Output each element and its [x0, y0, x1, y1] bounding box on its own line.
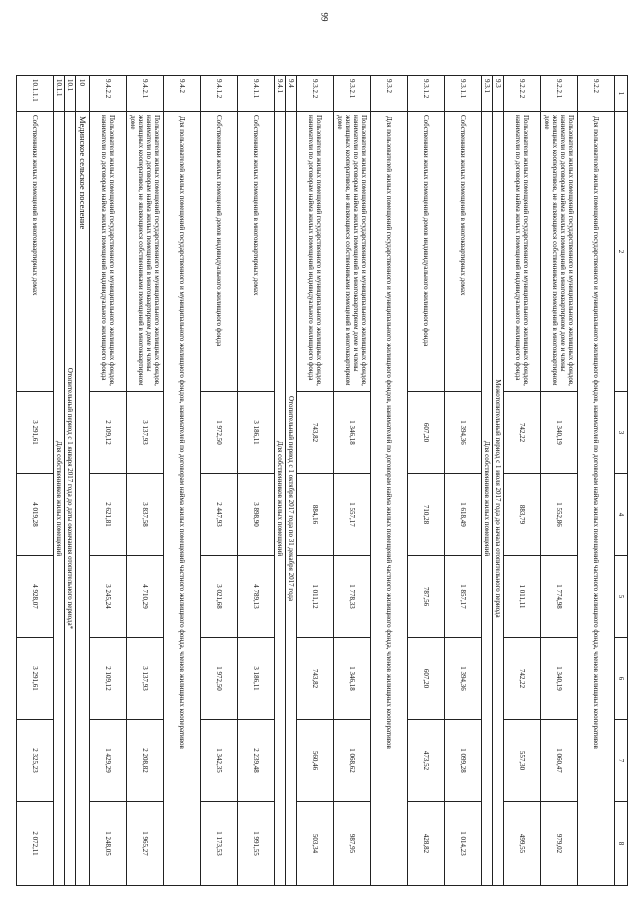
tariff-value: 1 346,18: [333, 392, 370, 474]
row-code: 10.1.1.1: [16, 76, 53, 112]
row-code: 9.3.1: [481, 76, 492, 112]
tariff-value: 2 208,82: [126, 720, 163, 802]
tariff-value: 1 340,19: [541, 392, 578, 474]
row-description: Собственники жилых помещений в многоквартирных домах: [444, 112, 481, 392]
tariff-value: 2 447,93: [200, 474, 237, 556]
row-code: 9.3.1.1: [444, 76, 481, 112]
row-code: 9.3.2.1: [333, 76, 370, 112]
group-header-row: [163, 76, 200, 886]
row-code: 9.3.2.2: [296, 76, 333, 112]
section-row: [274, 76, 285, 886]
tariff-value: 883,79: [504, 474, 541, 556]
col-header: 3: [615, 392, 628, 474]
table-row: [407, 76, 444, 886]
tariff-value: 607,20: [407, 392, 444, 474]
table-row: [333, 76, 370, 886]
header-row: [615, 76, 628, 886]
tariff-value: 2 072,11: [16, 802, 53, 886]
tariff-value: 1 340,19: [541, 638, 578, 720]
tariff-value: 3 837,58: [126, 474, 163, 556]
row-description: Пользователи жилых помещений государственного и муниципального жилищных фондов, наниматели по договорам найма жилых помещений в многоквартирном доме и члены жилищных кооперативов, не являющиеся собственниками помещений в многоквартирном доме: [541, 112, 578, 392]
row-code: 9.4: [285, 76, 296, 112]
tariff-value: 4 928,07: [16, 556, 53, 638]
row-code: 9.4.2: [163, 76, 200, 112]
tariff-value: 1 552,86: [541, 474, 578, 556]
tariff-value: 1 965,27: [126, 802, 163, 886]
tariff-value: 4 710,29: [126, 556, 163, 638]
tariff-value: 1 972,50: [200, 392, 237, 474]
table-row: [16, 76, 53, 886]
row-code: 9.3.1.2: [407, 76, 444, 112]
row-code: 9.4.1.1: [237, 76, 274, 112]
table-row: [237, 76, 274, 886]
row-code: 9.4.1: [274, 76, 285, 112]
row-code: 9.4.2.2: [89, 76, 126, 112]
row-description: Пользователи жилых помещений государственного и муниципального жилищных фондов, наниматели по договорам найма жилых помещений в многоквартирном доме и члены жилищных кооперативов, не являющиеся собственниками помещений в многоквартирном доме: [126, 112, 163, 392]
tariff-value: 1 857,17: [444, 556, 481, 638]
row-description: Пользователи жилых помещений государственного и муниципального жилищных фондов, наниматели по договорам найма жилых помещений индивидуального жилищного фонда: [504, 112, 541, 392]
row-description: Для пользователей жилых помещений государственного и муниципального жилищного фондов, нанимателей по договорам найма жилых помещений частного жилищного фонда, членов жилищных кооперативов: [370, 112, 407, 886]
col-header: 7: [615, 720, 628, 802]
col-header: 1: [615, 76, 628, 112]
row-description: Собственники жилых помещений в многоквартирных домах: [237, 112, 274, 392]
row-description: Межотопительный период с 1 июля 2017 года до начала отопительного периода: [492, 112, 503, 886]
group-header-row: [578, 76, 615, 886]
tariff-value: 1 991,55: [237, 802, 274, 886]
tariff-value: 473,52: [407, 720, 444, 802]
tariff-value: 1 557,17: [333, 474, 370, 556]
tariff-value: 1 429,29: [89, 720, 126, 802]
row-description: Отопительный период с 1 октября 2017 года по 31 декабря 2017 года: [285, 112, 296, 886]
row-code: 9.2.2.2: [504, 76, 541, 112]
tariff-value: 1 173,53: [200, 802, 237, 886]
tariff-value: 3 245,24: [89, 556, 126, 638]
tariff-value: 743,82: [296, 638, 333, 720]
tariff-value: 884,16: [296, 474, 333, 556]
tariff-value: 503,34: [296, 802, 333, 886]
row-description: Собственники жилых помещений домов индивидуального жилищного фонда: [407, 112, 444, 392]
row-description: Пользователи жилых помещений государственного и муниципального жилищных фондов, наниматели по договорам найма жилых помещений в многоквартирном доме и члены жилищных кооперативов, не являющиеся собственниками помещений в многоквартирном доме: [333, 112, 370, 392]
tariff-value: 742,22: [504, 638, 541, 720]
section-row: [64, 76, 75, 886]
tariff-value: 557,30: [504, 720, 541, 802]
col-header: 8: [615, 802, 628, 886]
row-code: 10.1: [64, 76, 75, 112]
row-description: Для пользователей жилых помещений государственного и муниципального жилищного фондов, нанимателей по договорам найма жилых помещений частного жилищного фонда, членов жилищных кооперативов: [578, 112, 615, 886]
tariff-value: 3 137,93: [126, 392, 163, 474]
col-header: 6: [615, 638, 628, 720]
col-header: 5: [615, 556, 628, 638]
section-row: [492, 76, 503, 886]
tariff-value: 787,56: [407, 556, 444, 638]
tariff-value: 1 394,36: [444, 392, 481, 474]
tariff-value: 4 019,28: [16, 474, 53, 556]
tariff-value: 1 060,47: [541, 720, 578, 802]
row-description: Мединское сельское поселение: [75, 112, 89, 886]
tariff-value: 742,22: [504, 392, 541, 474]
tariff-value: 1 011,11: [504, 556, 541, 638]
table-row: [444, 76, 481, 886]
tariff-value: 710,28: [407, 474, 444, 556]
tariff-value: 743,82: [296, 392, 333, 474]
tariff-value: 3 898,90: [237, 474, 274, 556]
row-description: Пользователи жилых помещений государственного и муниципального жилищных фондов, наниматели по договорам найма жилых помещений индивидуального жилищного фонда: [296, 112, 333, 392]
table-row: [541, 76, 578, 886]
table-row: [200, 76, 237, 886]
tariff-value: 2 621,81: [89, 474, 126, 556]
tariff-value: 1 342,35: [200, 720, 237, 802]
row-code: 9.3: [492, 76, 503, 112]
tariff-value: 2 109,12: [89, 392, 126, 474]
tariff-value: 987,95: [333, 802, 370, 886]
row-code: 9.3.2: [370, 76, 407, 112]
row-code: 9.2.2: [578, 76, 615, 112]
row-description: Собственники жилых помещений в многоквартирных домах: [16, 112, 53, 392]
tariff-value: 3 291,61: [16, 638, 53, 720]
group-header-row: [370, 76, 407, 886]
tariff-value: 3 137,93: [126, 638, 163, 720]
col-header: 4: [615, 474, 628, 556]
row-description: Для пользователей жилых помещений государственного и муниципального жилищного фондов, нанимателей по договорам найма жилых помещений частного жилищного фонда, членов жилищных кооперативов: [163, 112, 200, 886]
tariff-value: 560,46: [296, 720, 333, 802]
tariff-value: 2 109,12: [89, 638, 126, 720]
tariff-value: 3 186,11: [237, 638, 274, 720]
table-row: [126, 76, 163, 886]
tariff-value: 1 972,50: [200, 638, 237, 720]
col-header: 2: [615, 112, 628, 392]
rotated-table-container: [30, 75, 628, 885]
row-code: 10: [75, 76, 89, 112]
table-row: [296, 76, 333, 886]
row-description: Для собственников жилых помещений: [481, 112, 492, 886]
row-code: 9.2.2.1: [541, 76, 578, 112]
tariff-value: 428,82: [407, 802, 444, 886]
row-code: 9.4.2.1: [126, 76, 163, 112]
tariff-value: 1 099,28: [444, 720, 481, 802]
section-row: [481, 76, 492, 886]
row-description: Отопительный период с 1 января 2017 года до даты окончания отопительного периода*: [64, 112, 75, 886]
tariff-value: 1 248,05: [89, 802, 126, 886]
row-description: Пользователи жилых помещений государственного и муниципального жилищных фондов, наниматели по договорам найма жилых помещений индивидуального жилищного фонда: [89, 112, 126, 392]
section-row: [285, 76, 296, 886]
tariff-value: 1 618,49: [444, 474, 481, 556]
tariff-value: 499,55: [504, 802, 541, 886]
tariff-value: 3 021,68: [200, 556, 237, 638]
section-row: [53, 76, 64, 886]
row-description: Собственники жилых помещений домов индивидуального жилищного фонда: [200, 112, 237, 392]
table-row: [504, 76, 541, 886]
table-row: [89, 76, 126, 886]
tariff-value: 1 394,36: [444, 638, 481, 720]
tariff-value: 1 778,33: [333, 556, 370, 638]
tariff-value: 1 014,23: [444, 802, 481, 886]
tariff-value: 2 239,48: [237, 720, 274, 802]
tariff-value: 2 325,23: [16, 720, 53, 802]
row-code: 10.1.1: [53, 76, 64, 112]
tariff-value: 607,20: [407, 638, 444, 720]
tariff-table: [16, 75, 628, 886]
tariff-value: 1 346,18: [333, 638, 370, 720]
tariff-value: 1 068,62: [333, 720, 370, 802]
page-number: 99: [319, 12, 330, 22]
row-description: Для собственников жилых помещений: [274, 112, 285, 886]
tariff-value: 1 774,98: [541, 556, 578, 638]
tariff-value: 1 011,12: [296, 556, 333, 638]
tariff-value: 979,02: [541, 802, 578, 886]
settlement-title-row: [75, 76, 89, 886]
tariff-value: 3 291,61: [16, 392, 53, 474]
tariff-value: 3 186,11: [237, 392, 274, 474]
tariff-value: 4 789,13: [237, 556, 274, 638]
row-description: Для собственников жилых помещений: [53, 112, 64, 886]
row-code: 9.4.1.2: [200, 76, 237, 112]
